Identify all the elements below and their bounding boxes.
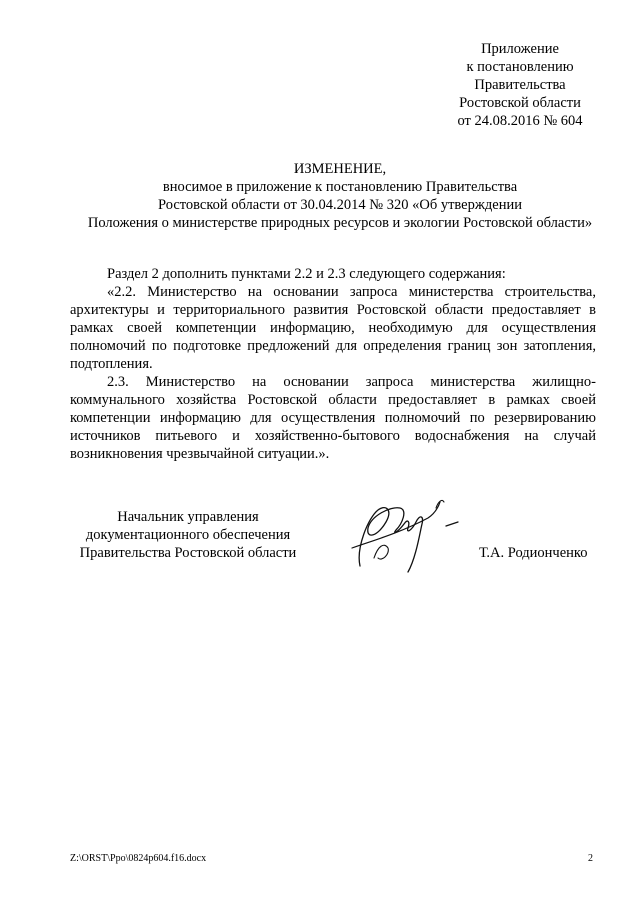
body-paragraph: 2.3. Министерство на основании запроса министерства жилищно-коммунального хозяйства Ростовской области предоставляет в рамках своей компетенции информацию для осуществления полномочий по резервированию источников питьевого и хозяйственно-бытового водоснабжения на случай возникновения чрезвычайной ситуации.». — [70, 374, 596, 462]
appendix-line: к постановлению — [466, 59, 574, 75]
footer-file-path: Z:\ORST\Ppo\0824p604.f16.docx — [70, 853, 207, 864]
appendix-line: Правительства — [474, 77, 566, 93]
document-heading — [40, 160, 640, 232]
position-line: Правительства Ростовской области — [79, 545, 297, 561]
page-number: 2 — [588, 853, 593, 864]
appendix-line: Ростовской области — [459, 95, 581, 111]
heading-line: вносимое в приложение к постановлению Правительства — [162, 179, 518, 195]
heading-line: Ростовской области от 30.04.2014 № 320 «Об утверждении — [158, 197, 522, 213]
document-body — [70, 265, 596, 463]
position-line: Начальник управления — [117, 509, 259, 525]
handwritten-signature — [338, 488, 468, 578]
position-line: документационного обеспечения — [85, 527, 291, 543]
signatory-position — [68, 508, 308, 562]
signatory-name: Т.А. Родионченко — [479, 545, 588, 561]
appendix-line: Приложение — [481, 41, 559, 57]
body-paragraph: Раздел 2 дополнить пунктами 2.2 и 2.3 следующего содержания: — [107, 266, 506, 282]
body-paragraph: «2.2. Министерство на основании запроса министерства строительства, архитектуры и территориального развития Ростовской области предоставляет в рамках своей компетенции информацию, необходимую для осуществления полномочий по подготовке предложений для определения границ зон затопления, подтопления. — [70, 284, 596, 372]
appendix-block — [420, 40, 620, 130]
heading-title: ИЗМЕНЕНИЕ, — [293, 161, 387, 177]
appendix-line: от 24.08.2016 № 604 — [457, 113, 583, 129]
heading-line: Положения о министерстве природных ресурсов и экологии Ростовской области» — [87, 215, 593, 231]
